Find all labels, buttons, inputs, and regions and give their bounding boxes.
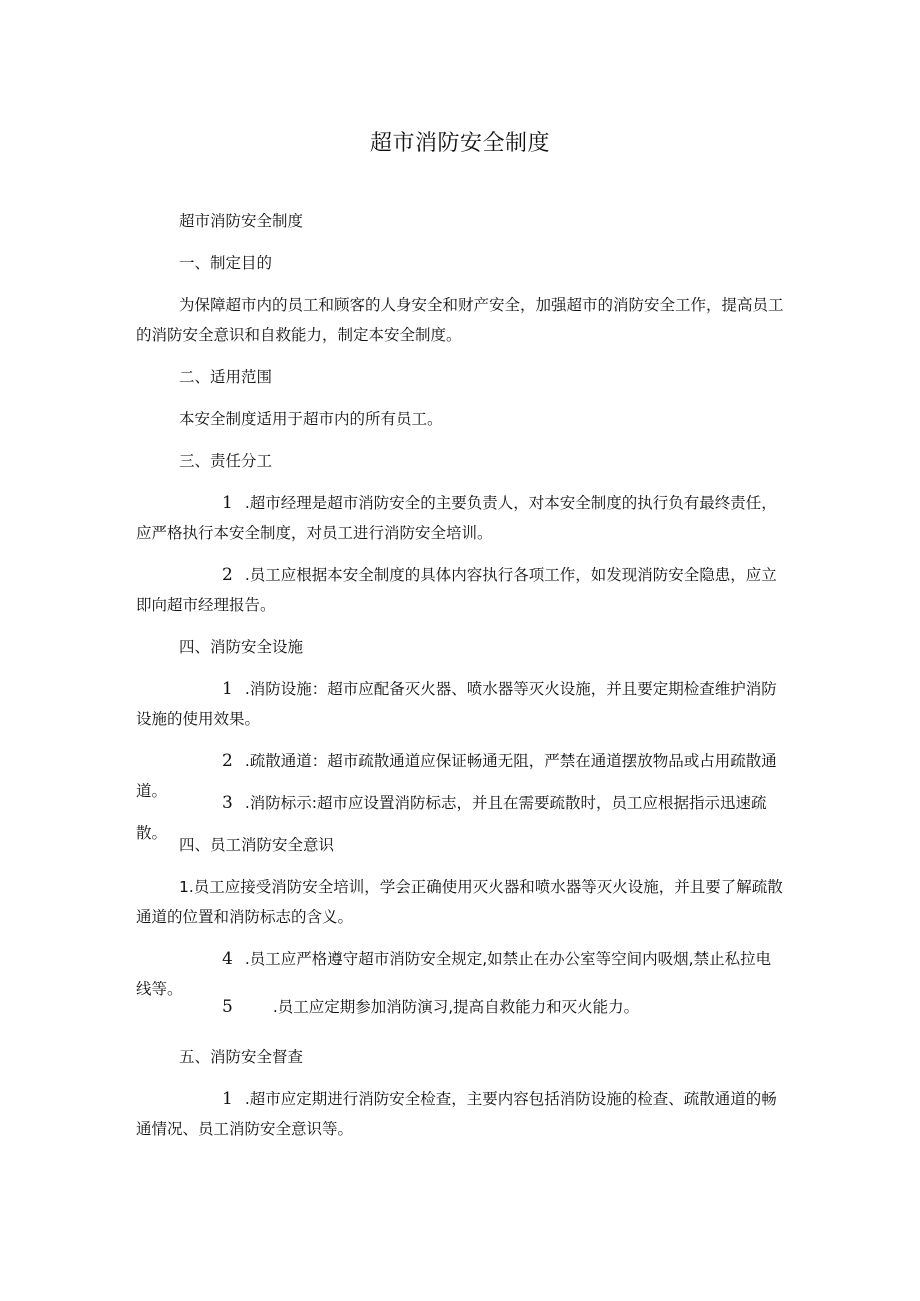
item-number: 1 [222, 493, 233, 513]
item-text: .消防标示:超市应设置消防标志，并且在需要疏散时，员工应根据指示迅速疏散。 [136, 794, 767, 842]
section-heading-responsibility: 三、责任分工 [179, 452, 273, 470]
list-item-facilities-1 [136, 674, 784, 734]
item-number: 4 [222, 949, 233, 969]
list-item-responsibility-1 [136, 488, 784, 548]
item-number: 1 [222, 679, 233, 699]
list-item-responsibility-2 [136, 560, 784, 620]
item-text: .超市应定期进行消防安全检查，主要内容包括消防设施的检查、疏散通道的畅通情况、员工消防安全意识等。 [136, 1090, 777, 1138]
document-subtitle: 超市消防安全制度 [179, 212, 304, 230]
section-heading-scope: 二、适用范围 [179, 368, 273, 386]
item-number: 5 [222, 997, 233, 1017]
paragraph-scope: 本安全制度适用于超市内的所有员工。 [179, 410, 443, 428]
item-number: 2 [222, 565, 233, 585]
document-title: 超市消防安全制度 [369, 131, 550, 156]
item-text: .员工应严格遵守超市消防安全规定,如禁止在办公室等空间内吸烟,禁止私拉电线等。 [136, 950, 772, 998]
item-text: .员工应根据本安全制度的具体内容执行各项工作，如发现消防安全隐患，应立即向超市经理报告。 [136, 566, 777, 614]
item-text: .超市经理是超市消防安全的主要负责人，对本安全制度的执行负有最终责任，应严格执行本安全制度，对员工进行消防安全培训。 [136, 494, 777, 542]
section-heading-inspection: 五、消防安全督查 [179, 1048, 304, 1066]
section-heading-awareness: 四、员工消防安全意识 [179, 836, 335, 854]
item-text: .疏散通道：超市疏散通道应保证畅通无阻，严禁在通道摆放物品或占用疏散通道。 [136, 752, 777, 800]
item-number: 3 [222, 793, 233, 813]
item-number: 1 [222, 1089, 233, 1109]
list-item-awareness-1: 1.员工应接受消防安全培训，学会正确使用灭火器和喷水器等灭火设施，并且要了解疏散通道的位置和消防标志的含义。 [136, 878, 783, 926]
item-text: .消防设施：超市应配备灭火器、喷水器等灭火设施，并且要定期检查维护消防设施的使用效果。 [136, 680, 777, 728]
item-text: .员工应定期参加消防演习,提高自救能力和灭火能力。 [272, 998, 640, 1016]
section-heading-facilities: 四、消防安全设施 [179, 638, 304, 656]
list-item-inspection-1 [136, 1084, 784, 1144]
paragraph-purpose: 为保障超市内的员工和顾客的人身安全和财产安全，加强超市的消防安全工作，提高员工的消防安全意识和自救能力，制定本安全制度。 [136, 296, 784, 344]
item-number: 2 [222, 751, 233, 771]
list-item-awareness-5 [136, 992, 784, 1022]
section-heading-purpose: 一、制定目的 [179, 254, 273, 272]
